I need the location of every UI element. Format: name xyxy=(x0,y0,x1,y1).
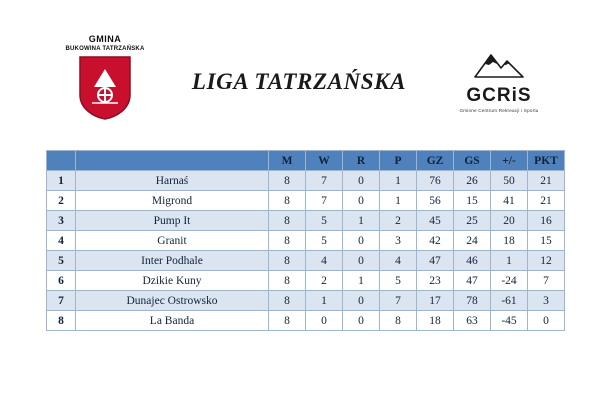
standings-table-head xyxy=(47,151,565,171)
table-row xyxy=(47,231,565,251)
cell-points: 21 xyxy=(528,191,565,211)
cell-matches: 8 xyxy=(269,291,306,311)
cell-matches: 8 xyxy=(269,231,306,251)
cell-matches: 8 xyxy=(269,211,306,231)
table-row xyxy=(47,171,565,191)
column-header-team xyxy=(76,151,269,171)
cell-team: Harnaś xyxy=(76,171,269,191)
cell-team: Dunajec Ostrowsko xyxy=(76,291,269,311)
cell-goal-difference: -61 xyxy=(491,291,528,311)
cell-losses: 1 xyxy=(380,171,417,191)
cell-points: 7 xyxy=(528,271,565,291)
cell-wins: 4 xyxy=(306,251,343,271)
table-row xyxy=(47,311,565,331)
cell-goals-against: 25 xyxy=(454,211,491,231)
cell-wins: 0 xyxy=(306,311,343,331)
column-header-gz: GZ xyxy=(417,151,454,171)
cell-position: 6 xyxy=(47,271,76,291)
table-header-row xyxy=(47,151,565,171)
cell-goals-against: 26 xyxy=(454,171,491,191)
gmina-label: GMINA xyxy=(88,34,122,44)
cell-losses: 7 xyxy=(380,291,417,311)
cell-goals-against: 15 xyxy=(454,191,491,211)
cell-losses: 2 xyxy=(380,211,417,231)
gcris-subtitle: Gminne Centrum Rekreacji i Sportu xyxy=(459,108,539,113)
cell-goals-for: 47 xyxy=(417,251,454,271)
gcris-wordmark: GCRiS xyxy=(466,85,532,106)
cell-position: 3 xyxy=(47,211,76,231)
cell-goal-difference: 50 xyxy=(491,171,528,191)
cell-draws: 0 xyxy=(343,171,380,191)
cell-goal-difference: 20 xyxy=(491,211,528,231)
cell-points: 21 xyxy=(528,171,565,191)
cell-draws: 0 xyxy=(343,311,380,331)
cell-wins: 2 xyxy=(306,271,343,291)
cell-points: 0 xyxy=(528,311,565,331)
cell-points: 12 xyxy=(528,251,565,271)
cell-team: Pump It xyxy=(76,211,269,231)
cell-losses: 4 xyxy=(380,251,417,271)
cell-position: 2 xyxy=(47,191,76,211)
cell-matches: 8 xyxy=(269,271,306,291)
cell-draws: 0 xyxy=(343,291,380,311)
gmina-name-label: BUKOWINA TATRZAŃSKA xyxy=(65,46,145,52)
cell-goals-for: 42 xyxy=(417,231,454,251)
standings-table-container xyxy=(46,150,558,331)
cell-draws: 1 xyxy=(343,211,380,231)
cell-points: 15 xyxy=(528,231,565,251)
cell-draws: 0 xyxy=(343,231,380,251)
cell-wins: 5 xyxy=(306,211,343,231)
column-header-position xyxy=(47,151,76,171)
gmina-bukowina-tatrzanska-crest xyxy=(46,32,164,132)
cell-team: Granit xyxy=(76,231,269,251)
cell-matches: 8 xyxy=(269,171,306,191)
cell-matches: 8 xyxy=(269,191,306,211)
column-header-p: P xyxy=(380,151,417,171)
cell-matches: 8 xyxy=(269,251,306,271)
cell-position: 4 xyxy=(47,231,76,251)
standings-table xyxy=(46,150,565,331)
cell-goals-for: 23 xyxy=(417,271,454,291)
cell-goals-for: 18 xyxy=(417,311,454,331)
mountain-icon xyxy=(471,50,527,85)
cell-goals-against: 78 xyxy=(454,291,491,311)
cell-goal-difference: 18 xyxy=(491,231,528,251)
cell-goal-difference: 1 xyxy=(491,251,528,271)
cell-team: Inter Podhale xyxy=(76,251,269,271)
cell-losses: 3 xyxy=(380,231,417,251)
table-row xyxy=(47,191,565,211)
cell-losses: 5 xyxy=(380,271,417,291)
cell-position: 8 xyxy=(47,311,76,331)
column-header-r: R xyxy=(343,151,380,171)
cell-draws: 0 xyxy=(343,251,380,271)
cell-wins: 7 xyxy=(306,171,343,191)
column-header-m: M xyxy=(269,151,306,171)
table-row xyxy=(47,271,565,291)
cell-goals-against: 63 xyxy=(454,311,491,331)
column-header-w: W xyxy=(306,151,343,171)
cell-draws: 1 xyxy=(343,271,380,291)
table-row xyxy=(47,251,565,271)
cell-goals-against: 46 xyxy=(454,251,491,271)
cell-matches: 8 xyxy=(269,311,306,331)
cell-draws: 0 xyxy=(343,191,380,211)
cell-goals-for: 76 xyxy=(417,171,454,191)
cell-wins: 1 xyxy=(306,291,343,311)
cell-goal-difference: 41 xyxy=(491,191,528,211)
cell-goals-against: 47 xyxy=(454,271,491,291)
cell-goals-for: 45 xyxy=(417,211,454,231)
column-header-pkt: PKT xyxy=(528,151,565,171)
cell-losses: 1 xyxy=(380,191,417,211)
cell-points: 16 xyxy=(528,211,565,231)
cell-team: Migrond xyxy=(76,191,269,211)
crest-shield-icon xyxy=(78,55,132,121)
cell-goals-for: 56 xyxy=(417,191,454,211)
cell-wins: 7 xyxy=(306,191,343,211)
cell-position: 1 xyxy=(47,171,76,191)
cell-points: 3 xyxy=(528,291,565,311)
cell-goals-for: 17 xyxy=(417,291,454,311)
gcris-logo xyxy=(444,39,554,125)
table-row xyxy=(47,211,565,231)
cell-team: Dzikie Kuny xyxy=(76,271,269,291)
cell-wins: 5 xyxy=(306,231,343,251)
cell-goal-difference: -24 xyxy=(491,271,528,291)
cell-position: 7 xyxy=(47,291,76,311)
cell-losses: 8 xyxy=(380,311,417,331)
document-header xyxy=(46,28,554,136)
cell-goal-difference: -45 xyxy=(491,311,528,331)
cell-goals-against: 24 xyxy=(454,231,491,251)
cell-position: 5 xyxy=(47,251,76,271)
page-title: LIGA TATRZAŃSKA xyxy=(191,69,407,94)
table-row xyxy=(47,291,565,311)
cell-team: La Banda xyxy=(76,311,269,331)
column-header-gs: GS xyxy=(454,151,491,171)
column-header-diff: +/- xyxy=(491,151,528,171)
standings-table-body xyxy=(47,171,565,331)
